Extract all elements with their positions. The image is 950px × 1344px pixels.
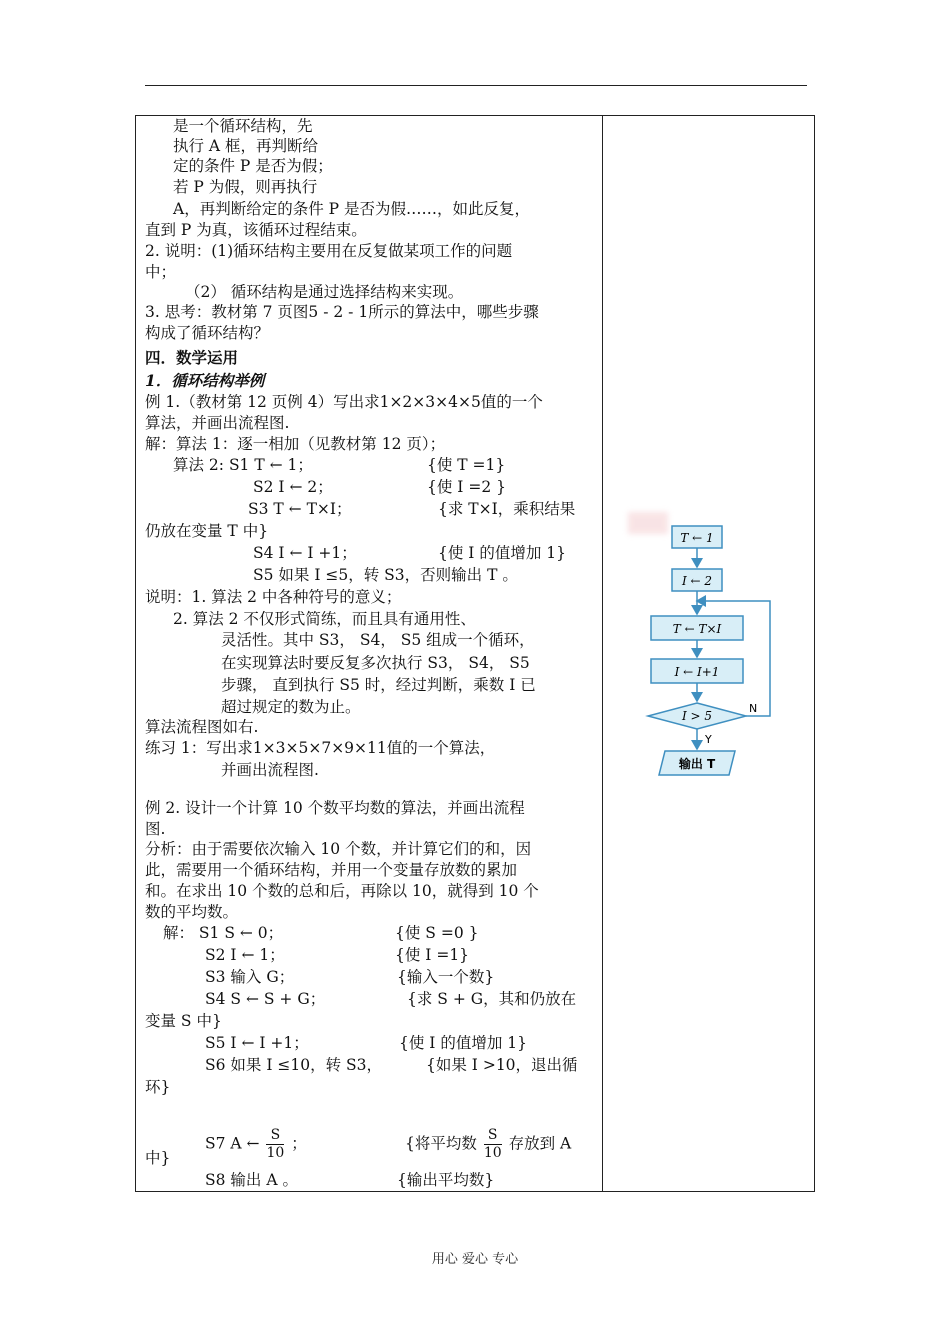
- text-line: 直到 P 为真，该循环过程结束。: [145, 221, 367, 239]
- text-line: 中；: [145, 263, 177, 281]
- text-line: {使 I =1}: [395, 946, 470, 964]
- text-line: {如果 I >10，退出循: [426, 1056, 578, 1074]
- text-line: S6 如果 I ≤10，转 S3，: [205, 1056, 383, 1074]
- text-line: S4 S ← S + G；: [205, 990, 326, 1008]
- text-line: 解：算法 1：逐一相加（见教材第 12 页）；: [145, 435, 446, 453]
- text-line: S5 I ← I +1；: [205, 1034, 309, 1052]
- text-line: {使 I 的值增加 1}: [438, 544, 566, 562]
- text-line: S3 输入 G；: [205, 968, 295, 986]
- text-line: 解： S1 S ← 0；: [163, 924, 284, 942]
- text-line: 灵活性。其中 S3， S4， S5 组成一个循环，: [221, 631, 535, 649]
- text-line: S2 I ← 2；: [253, 478, 333, 496]
- text-line: 2. 说明：(1)循环结构主要用在反复做某项工作的问题: [145, 242, 513, 260]
- flow-yes-label: Y: [705, 733, 712, 746]
- text-line: {求 T×I，乘积结果: [438, 500, 576, 518]
- text-line: 步骤， 直到执行 S5 时，经过判断，乘数 I 已: [221, 676, 536, 694]
- text-line: 1．循环结构举例: [145, 371, 265, 390]
- text-line: 构成了循环结构？: [145, 324, 270, 342]
- text-line: 仍放在变量 T 中}: [145, 522, 269, 540]
- text-line: 例 1.（教材第 12 页例 4）写出求1×2×3×4×5值的一个: [145, 393, 543, 411]
- flow-box-t-init: [672, 526, 722, 548]
- text-line: {使 S =0 }: [395, 924, 479, 942]
- flow-box-multiply: [651, 616, 743, 640]
- text-line: {输出平均数}: [397, 1171, 495, 1189]
- flow-box-i-init: [672, 569, 722, 591]
- text-line: S3 T ← T×I；: [248, 500, 352, 518]
- page-footer: 用心 爱心 专心: [431, 1252, 519, 1267]
- text-line: 说明：1. 算法 2 中各种符号的意义；: [145, 588, 402, 606]
- text-line: 中}: [145, 1149, 171, 1167]
- s7-fraction-num: S: [266, 1127, 284, 1145]
- s7-comment-a: {将平均数: [405, 1134, 477, 1153]
- text-line: 环}: [145, 1078, 171, 1096]
- text-line: S5 如果 I ≤5，转 S3，否则输出 T 。: [253, 566, 518, 584]
- text-line: S8 输出 A 。: [205, 1171, 298, 1189]
- flow-box-i-init-text: I ← 2: [681, 574, 713, 588]
- s7-comment-fraction: [484, 1127, 502, 1162]
- text-line: 分析：由于需要依次输入 10 个数，并计算它们的和，因: [145, 840, 532, 858]
- text-line: {输入一个数}: [397, 968, 495, 986]
- flow-decision: [648, 703, 746, 729]
- text-line: 3. 思考：教材第 7 页图5 - 2 - 1所示的算法中，哪些步骤: [145, 303, 539, 321]
- table-column-divider: [602, 115, 603, 1192]
- loop-flowchart: [615, 505, 805, 795]
- text-line: 算法 2: S1 T ← 1；: [173, 456, 313, 474]
- text-line: {使 I =2 }: [427, 478, 506, 496]
- text-line: 是一个循环结构，先: [173, 117, 313, 135]
- text-line: 执行 A 框，再判断给: [173, 137, 319, 155]
- flow-output: [659, 751, 735, 775]
- text-line: 四．数学运用: [145, 348, 239, 367]
- text-line: 图.: [145, 820, 166, 838]
- flow-box-increment: [651, 659, 743, 683]
- s7-comment-fraction-den: 10: [483, 1145, 502, 1161]
- flow-no-label: N: [749, 702, 758, 715]
- flow-output-text: 输出 T: [678, 757, 716, 771]
- s7-semicolon: ；: [291, 1134, 307, 1153]
- s7-comment-fraction-num: S: [484, 1127, 502, 1145]
- text-line: 若 P 为假，则再执行: [173, 178, 318, 196]
- s7-label: S7 A ←: [205, 1134, 260, 1153]
- text-line: 定的条件 P 是否为假；: [173, 157, 333, 175]
- flow-box-t-init-text: T ← 1: [680, 531, 714, 545]
- text-line: 变量 S 中}: [145, 1012, 222, 1030]
- text-line: 例 2. 设计一个计算 10 个数平均数的算法，并画出流程: [145, 799, 525, 817]
- text-line: 2. 算法 2 不仅形式简练，而且具有通用性、: [173, 610, 476, 628]
- text-line: A，再判断给定的条件 P 是否为假……，如此反复，: [173, 200, 530, 218]
- s7-comment: [405, 1127, 571, 1162]
- flow-box-increment-text: I ← I+1: [674, 665, 720, 679]
- text-line: S2 I ← 1；: [205, 946, 285, 964]
- text-line: S4 I ← I +1；: [253, 544, 357, 562]
- text-line: 在实现算法时要反复多次执行 S3， S4， S5: [221, 654, 530, 672]
- text-line: 算法，并画出流程图.: [145, 414, 290, 432]
- s7-comment-b: 存放到 A: [508, 1134, 572, 1153]
- text-line: {使 I 的值增加 1}: [399, 1034, 527, 1052]
- flow-decision-text: I > 5: [681, 709, 713, 723]
- s7-line: [205, 1127, 307, 1162]
- text-line: {使 T =1}: [427, 456, 506, 474]
- s7-fraction-den: 10: [266, 1145, 285, 1161]
- text-line: 练习 1：写出求1×3×5×7×9×11值的一个算法，: [145, 739, 496, 757]
- text-line: {求 S + G，其和仍放在: [407, 990, 577, 1008]
- text-line: 此，需要用一个循环结构，并用一个变量存放数的累加: [145, 861, 518, 879]
- text-line: 并画出流程图.: [221, 761, 319, 779]
- flow-box-multiply-text: T ← T×I: [672, 622, 722, 636]
- text-line: 超过规定的数为止。: [221, 698, 361, 716]
- text-line: 数的平均数。: [145, 903, 239, 921]
- header-rule: [145, 85, 807, 86]
- text-line: 算法流程图如右.: [145, 718, 259, 736]
- s7-fraction: [266, 1127, 284, 1162]
- text-line: （2） 循环结构是通过选择结构来实现。: [185, 283, 464, 301]
- text-line: 和。在求出 10 个数的总和后，再除以 10，就得到 10 个: [145, 882, 539, 900]
